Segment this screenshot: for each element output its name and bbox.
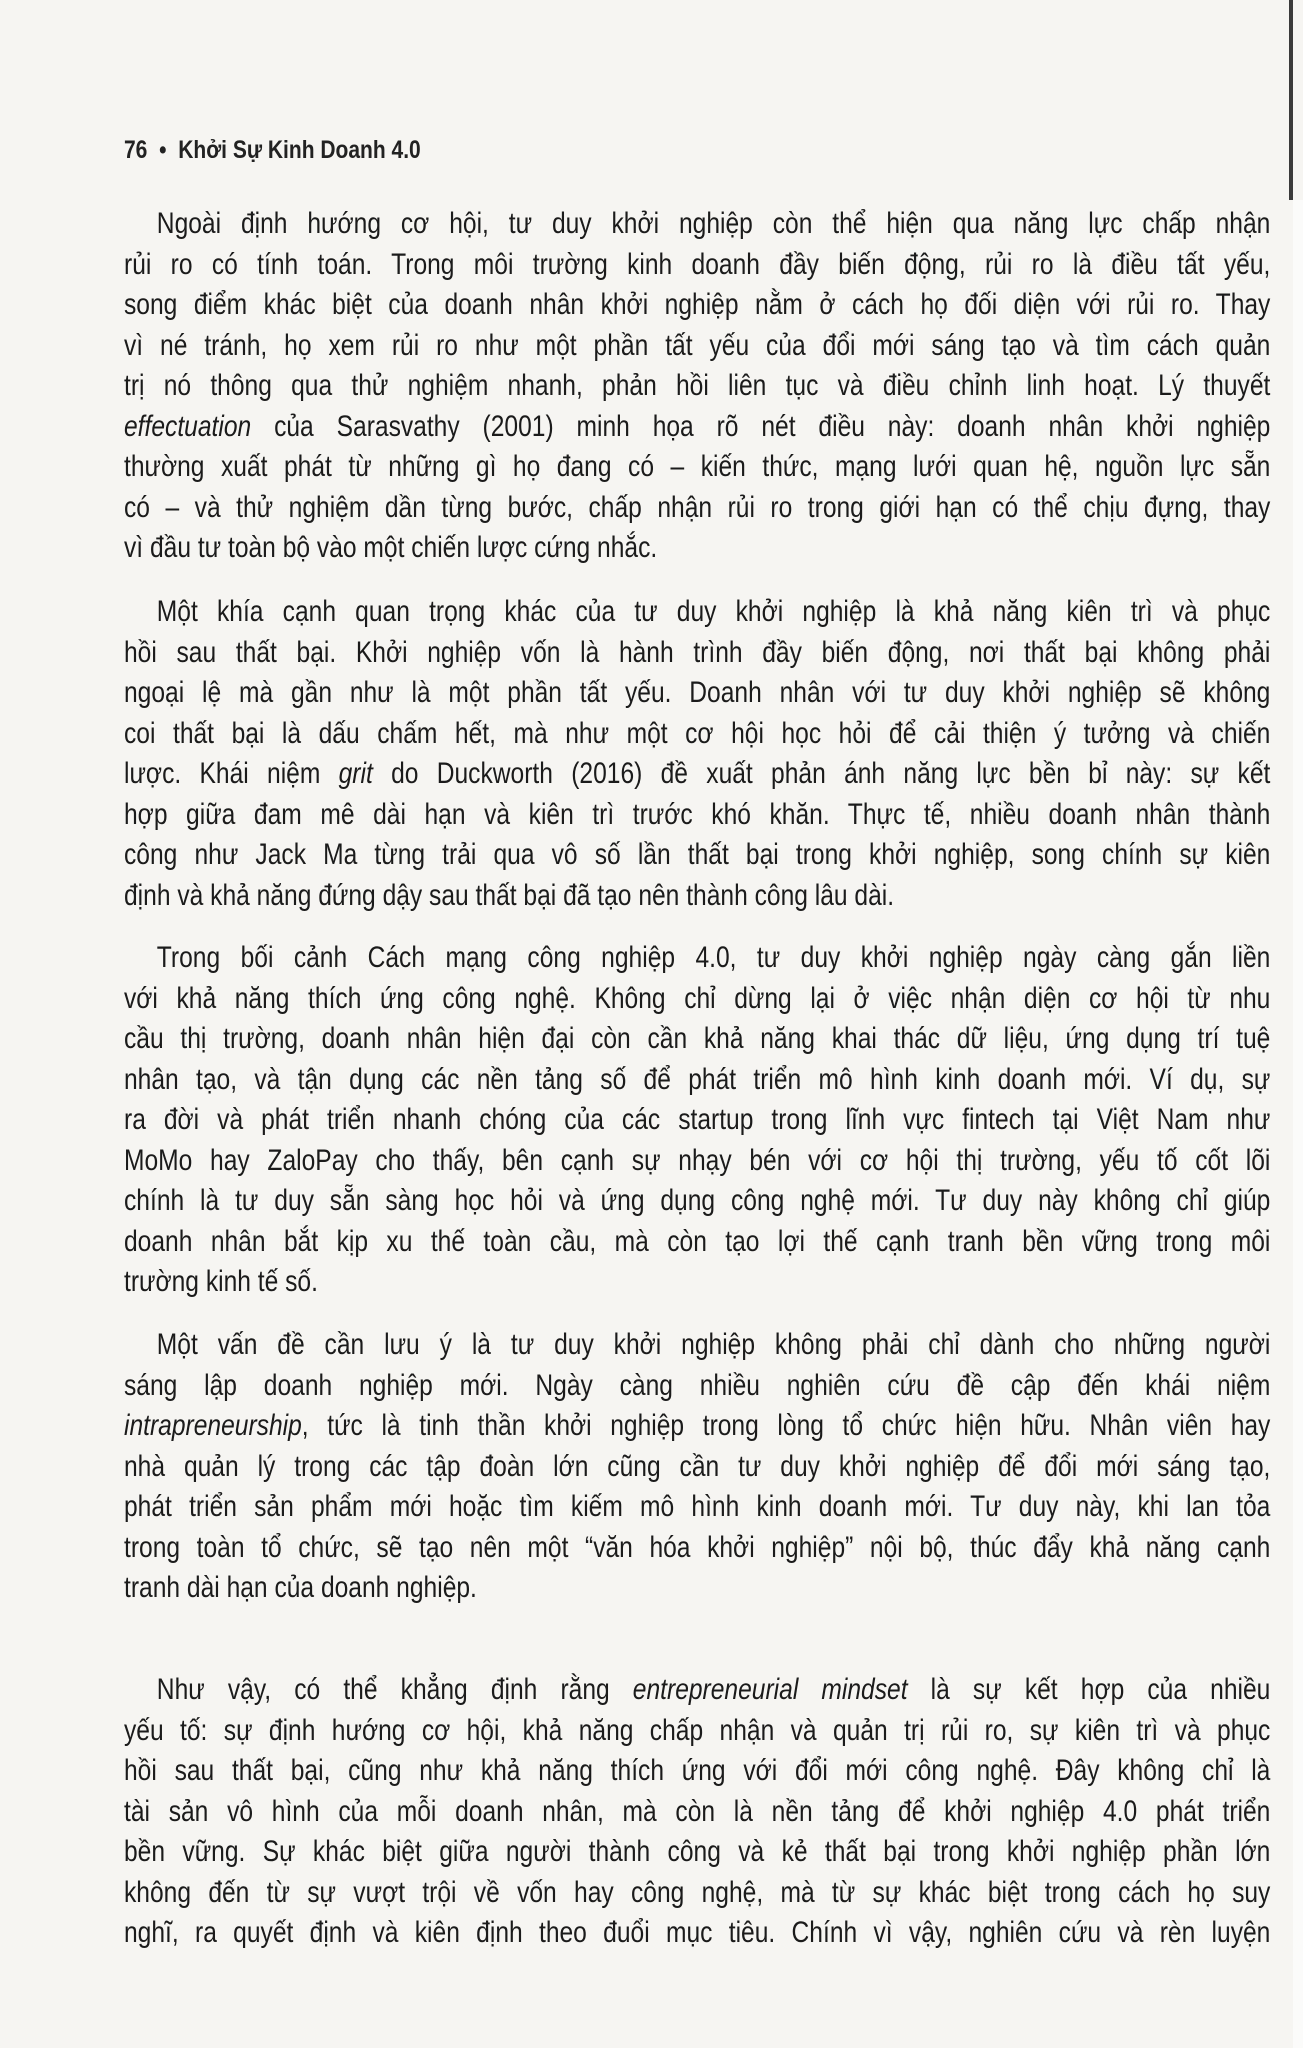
text-line <box>124 488 1270 529</box>
paragraph-conclusion <box>124 1670 1270 1954</box>
text-segment: Như vậy, có thể khẳng định rằng <box>156 1673 633 1706</box>
text-line-content: Ngoài định hướng cơ hội, tư duy khởi nghiệp còn thể hiện qua năng lực chấp nhận <box>156 207 1271 240</box>
text-line-content: Một khía cạnh quan trọng khác của tư duy khởi nghiệp là khả năng kiên trì và phục <box>156 595 1271 628</box>
text-line <box>124 938 1270 979</box>
text-line-content: nhân tạo, và tận dụng các nền tảng số để phát triển mô hình kinh doanh mới. Ví dụ, sự <box>124 1062 1271 1096</box>
text-line-content: vì đầu tư toàn bộ vào một chiến lược cứng nhắc. <box>124 531 658 564</box>
text-line <box>124 528 1270 569</box>
text-line <box>124 1325 1270 1366</box>
text-line <box>124 1222 1270 1263</box>
italic-term: intrapreneurship <box>124 1409 302 1442</box>
text-line <box>124 204 1270 245</box>
text-line-content: nhà quản lý trong các tập đoàn lớn cũng cần tư duy khởi nghiệp để đổi mới sáng tạo, <box>124 1449 1271 1483</box>
text-line-content: sáng lập doanh nghiệp mới. Ngày càng nhiều nghiên cứu đề cập đến khái niệm <box>124 1368 1271 1402</box>
text-line <box>124 1406 1270 1447</box>
text-line-content: hồi sau thất bại. Khởi nghiệp vốn là hành trình đầy biến động, nơi thất bại không phải <box>124 635 1271 669</box>
text-line-content: song điểm khác biệt của doanh nhân khởi nghiệp nằm ở cách họ đối diện với rủi ro. Thay <box>124 288 1271 321</box>
running-header <box>124 136 421 165</box>
text-line-content: không đến từ sự vượt trội về vốn hay công nghệ, mà từ sự khác biệt trong cách họ suy <box>124 1875 1271 1909</box>
paragraph-intrapreneurship <box>124 1325 1270 1609</box>
text-line-content: vì né tránh, họ xem rủi ro như một phần tất yếu của đổi mới sáng tạo và tìm cách quản <box>124 328 1271 362</box>
text-line <box>124 1832 1270 1873</box>
page-number: 76 <box>124 136 148 164</box>
text-line-content: coi thất bại là dấu chấm hết, mà như một cơ hội học hỏi để cải thiện ý tưởng và chiến <box>124 716 1271 750</box>
text-line <box>124 876 1270 917</box>
text-line <box>124 1262 1270 1303</box>
page-edge-shadow <box>1289 0 1293 200</box>
text-line-content: chính là tư duy sẵn sàng học hỏi và ứng dụng công nghệ mới. Tư duy này không chỉ giúp <box>124 1184 1271 1217</box>
page-margin <box>1293 200 1303 2048</box>
text-line <box>124 1366 1270 1407</box>
text-line-content: cầu thị trường, doanh nhân hiện đại còn cần khả năng khai thác dữ liệu, ứng dụng trí tuệ <box>124 1022 1271 1055</box>
text-line-content <box>124 754 1270 795</box>
italic-term: entrepreneurial mindset <box>632 1673 908 1706</box>
text-line <box>124 1670 1270 1711</box>
text-line <box>124 835 1270 876</box>
text-line-content: trường kinh tế số. <box>124 1265 318 1298</box>
text-line-content <box>124 1670 1270 1711</box>
text-line-content: tài sản vô hình của mỗi doanh nhân, mà còn là nền tảng để khởi nghiệp 4.0 phát triển <box>124 1794 1271 1828</box>
text-line <box>124 1568 1270 1609</box>
text-line-content <box>124 1406 1270 1447</box>
text-line <box>124 592 1270 633</box>
text-line-content: phát triển sản phẩm mới hoặc tìm kiếm mô hình kinh doanh mới. Tư duy này, khi lan tỏa <box>124 1490 1271 1523</box>
text-line <box>124 673 1270 714</box>
text-line-content: công như Jack Ma từng trải qua vô số lần thất bại trong khởi nghiệp, song chính sự kiên <box>124 838 1271 871</box>
text-line <box>124 1792 1270 1833</box>
text-segment: của Sarasvathy (2001) minh họa rõ nét điều này: doanh nhân khởi nghiệp <box>251 409 1271 443</box>
text-line-content: ra đời và phát triển nhanh chóng của các startup trong lĩnh vực fintech tại Việt Nam như <box>124 1103 1271 1136</box>
text-line <box>124 1528 1270 1569</box>
text-line-content: MoMo hay ZaloPay cho thấy, bên cạnh sự nhạy bén với cơ hội thị trường, yếu tố cốt lõi <box>124 1143 1271 1177</box>
text-line-content: hồi sau thất bại, cũng như khả năng thích ứng với đổi mới công nghệ. Đây không chỉ là <box>124 1754 1271 1787</box>
text-line <box>124 1060 1270 1101</box>
text-line <box>124 1913 1270 1954</box>
paragraph-persistence <box>124 592 1270 916</box>
text-line <box>124 1711 1270 1752</box>
text-segment: do Duckworth (2016) đề xuất phản ánh năng lực bền bỉ này: sự kết <box>372 757 1271 790</box>
text-segment: là sự kết hợp của nhiều <box>907 1673 1271 1706</box>
text-line-content: hợp giữa đam mê dài hạn và kiên trì trước khó khăn. Thực tế, nhiều doanh nhân thành <box>124 797 1271 831</box>
text-line <box>124 447 1270 488</box>
text-line <box>124 245 1270 286</box>
text-line <box>124 1447 1270 1488</box>
text-line-content: tranh dài hạn của doanh nghiệp. <box>124 1571 477 1604</box>
text-line <box>124 366 1270 407</box>
text-segment: , tức là tinh thần khởi nghiệp trong lòng tổ chức hiện hữu. Nhân viên hay <box>301 1409 1271 1442</box>
text-line-content <box>124 407 1270 448</box>
text-line <box>124 1019 1270 1060</box>
text-line <box>124 795 1270 836</box>
header-separator: • <box>159 136 167 164</box>
text-line <box>124 754 1270 795</box>
italic-term: grit <box>338 757 373 790</box>
text-line-content: doanh nhân bắt kịp xu thế toàn cầu, mà còn tạo lợi thế cạnh tranh bền vững trong môi <box>124 1224 1271 1258</box>
text-line <box>124 979 1270 1020</box>
text-line <box>124 1487 1270 1528</box>
paragraph-risk-taking <box>124 204 1270 569</box>
text-segment: lược. Khái niệm <box>124 757 339 790</box>
text-line-content: với khả năng thích ứng công nghệ. Không chỉ dừng lại ở việc nhận diện cơ hội từ nhu <box>124 981 1271 1015</box>
text-line <box>124 1751 1270 1792</box>
text-line-content: Một vấn đề cần lưu ý là tư duy khởi nghiệp không phải chỉ dành cho những người <box>156 1328 1271 1361</box>
text-line <box>124 1100 1270 1141</box>
text-line-content: thường xuất phát từ những gì họ đang có – kiến thức, mạng lưới quan hệ, nguồn lực sẵn <box>124 450 1271 483</box>
text-line-content: có – và thử nghiệm dần từng bước, chấp nhận rủi ro trong giới hạn có thể chịu đựng, thay <box>124 490 1271 524</box>
text-line-content: nghĩ, ra quyết định và kiên định theo đuổi mục tiêu. Chính vì vậy, nghiên cứu và rèn luyện <box>124 1916 1271 1949</box>
text-line-content: bền vững. Sự khác biệt giữa người thành công và kẻ thất bại trong khởi nghiệp phần lớn <box>124 1835 1271 1868</box>
text-line <box>124 1181 1270 1222</box>
text-line-content: định và khả năng đứng dậy sau thất bại đã tạo nên thành công lâu dài. <box>124 878 895 912</box>
italic-term: effectuation <box>124 409 252 443</box>
text-line <box>124 1141 1270 1182</box>
book-title: Khởi Sự Kinh Doanh 4.0 <box>178 136 421 164</box>
text-line <box>124 633 1270 674</box>
text-line <box>124 326 1270 367</box>
text-line-content: trong toàn tổ chức, sẽ tạo nên một “văn hóa khởi nghiệp” nội bộ, thúc đẩy khả năng cạnh <box>124 1530 1271 1564</box>
text-line <box>124 1873 1270 1914</box>
text-line-content: ngoại lệ mà gần như là một phần tất yếu. Doanh nhân với tư duy khởi nghiệp sẽ không <box>124 676 1271 709</box>
text-line <box>124 285 1270 326</box>
paragraph-technology-adaptation <box>124 938 1270 1303</box>
text-line <box>124 714 1270 755</box>
text-line-content: yếu tố: sự định hướng cơ hội, khả năng chấp nhận và quản trị rủi ro, sự kiên trì và phục <box>124 1713 1271 1747</box>
text-line-content: rủi ro có tính toán. Trong môi trường kinh doanh đầy biến động, rủi ro là điều tất yếu, <box>124 247 1271 281</box>
text-line <box>124 407 1270 448</box>
text-line-content: trị nó thông qua thử nghiệm nhanh, phản hồi liên tục và điều chỉnh linh hoạt. Lý thuyết <box>124 369 1271 402</box>
text-line-content: Trong bối cảnh Cách mạng công nghiệp 4.0, tư duy khởi nghiệp ngày càng gắn liền <box>156 941 1271 974</box>
